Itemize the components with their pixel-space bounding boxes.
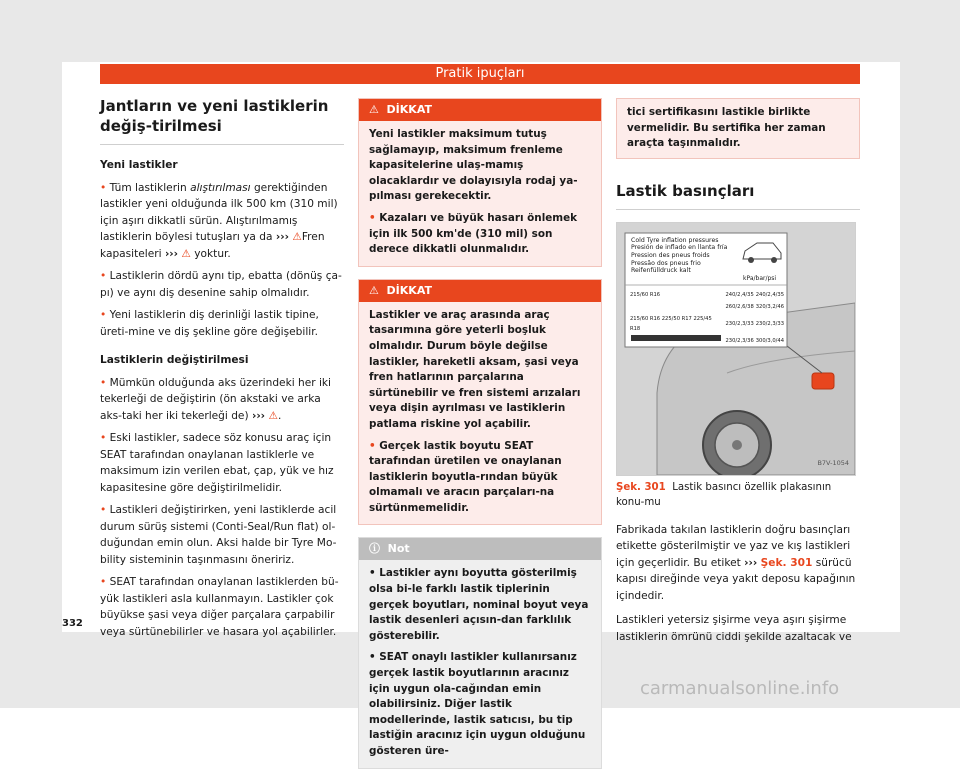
- note-body: [359, 560, 601, 767]
- label-text: Cold Tyre inflation pressures Presión de inflado en llanta fría Pression des pneus froids Pressão dos pneus frio Reifenfülldruck kalt: [631, 236, 728, 275]
- warning-icon: ⚠: [268, 409, 278, 422]
- warning-body: Yeni lastikler maksimum tutuş sağlamayıp, maksimum frenleme kapasitelerine ulaş-mamış olacaklardır ve dolayısıyla rodaj ya-pılması gerekecektir. • Kazaları ve büyük hasarı önlemek için ilk 500 km'de (310 mil) son derece dikkatli olunmalıdır.: [359, 121, 601, 266]
- cross-ref-arrow: ›››: [744, 556, 758, 569]
- bullet-icon: •: [100, 181, 107, 194]
- warning-icon: ⚠: [292, 231, 302, 243]
- warning-body: Lastikler ve araç arasında araç tasarımına göre yeterli boşluk olmalıdır. Durum böyle değilse lastikler, hareketli aksam, şasi veya fren hatlarının parçalarına sürtünebilir ve fren sistemi arızaları veya dişin ayrılması ve lastiklerin patlama riskine yol açabilir. • Gerçek lastik boyutu SEAT tarafından üretilen ve onaylanan lastiklerin boyutla-rından büyük olmamalı ve aracın parçaları-na sürtünmemelidir.: [359, 302, 601, 525]
- list-item: • Mümkün olduğunda aks üzerindeki her iki tekerleği de değiştirin (ön akstaki ve arka aks-taki her iki tekerleği de) ››› ⚠.: [100, 376, 331, 422]
- bullet-icon: •: [369, 651, 376, 664]
- list-item: • Lastikleri değiştirirken, yeni lastiklerde acil durum sürüş sistemi (Conti-Seal/Run flat) ol-duğundan emin olun. Aksi halde bir Tyre Mo-bility sisteminin taşınmasını öneririz.: [100, 504, 337, 566]
- bullet-icon: •: [369, 439, 376, 452]
- bullet-icon: •: [100, 309, 107, 321]
- paragraph: Lastikleri yetersiz şişirme veya aşırı şişirme lastiklerin ömrünü ciddi şekilde azaltacak ve: [616, 614, 852, 643]
- subheading-new-tyres: Yeni lastikler: [100, 159, 178, 171]
- bullet-icon: •: [369, 211, 376, 224]
- list-item: • Tüm lastiklerin alıştırılması gerektiğinden lastikler yeni olduğunda ilk 500 km (310 mil) için aşırı dikkatli sürün. Alıştırılmamış lastiklerin böylesi tutuşları ya da ››› ⚠Fren kapasiteleri ››› ⚠ yoktur.: [100, 181, 338, 260]
- bullet-icon: •: [100, 432, 107, 444]
- cross-ref-arrow: ›››: [275, 231, 289, 243]
- list-item: • Lastiklerin dördü aynı tip, ebatta (dönüş ça-pı) ve aynı diş desenine sahip olmalıdır.: [100, 270, 342, 299]
- subheading-tyre-change: Lastiklerin değiştirilmesi: [100, 354, 249, 366]
- label-unit: kPa/bar/psi: [743, 274, 777, 282]
- warning-icon: ⚠: [369, 283, 379, 297]
- bullet-icon: •: [100, 376, 107, 389]
- warning-header: ⚠ DİKKAT: [359, 280, 601, 302]
- list-item: • Yeni lastiklerin diş derinliği lastik tipine, üreti-mine ve diş şekline göre değişebilir.: [100, 309, 319, 338]
- list-item: • Lastikler aynı boyutta gösterilmiş olsa bi-le farklı lastik tiplerinin gerçek boyutları, nominal boyut veya lastik desenleri açısın-dan farklılık gösterebilir.: [369, 567, 589, 642]
- chapter-header: Pratik ipuçları: [100, 64, 860, 84]
- list-item: • SEAT tarafından onaylanan lastiklerden bü-yük lastikleri asla kullanmayın. Lastikler çok büyükse şasi veya diğer parçalara çarpabilir veya sürtünebilirler ve hasara yol açabilirler.: [100, 576, 339, 638]
- label-table: [629, 289, 785, 347]
- list-item: • SEAT onaylı lastikler kullanırsanız gerçek lastik boyutlarının aracınız için uygun ola-cağından emin olabilirsiniz. Diğer lastik modellerinde, lastik satıcısı, bu tip lastiğin aracınız için uygun olduğunu gösteren üre-: [369, 651, 586, 757]
- figure-code: B7V-1054: [817, 459, 849, 468]
- list-item: • Eski lastikler, sadece söz konusu araç için SEAT tarafından onaylanan lastiklerle ve maksimum izin verilen ebat, çap, yük ve hız kapasitesine göre değiştirilmelidir.: [100, 432, 334, 494]
- figure-caption: Şek. 301 Lastik basıncı özellik plakasının konu-mu: [616, 481, 832, 508]
- note-box: [358, 537, 602, 768]
- column-right: [616, 98, 860, 645]
- table-row: 230/2,3/36 300/3,0/44: [725, 337, 784, 344]
- paragraph: Fabrikada takılan lastiklerin doğru basınçları etikette gösterilmiştir ve yaz ve kış lastikleri için geçerlidir. Bu etiket ››› Şek. 301 sürücü kapısı direğinde veya yakıt deposu kapağının içindedir.: [616, 523, 856, 602]
- list-item: • Gerçek lastik boyutu SEAT tarafından üretilen ve onaylanan lastiklerin boyutla-rından büyük olmamalı ve aracın parçaları-na sürtünmemelidir.: [369, 439, 562, 514]
- figure-tyre-label: [616, 222, 856, 476]
- bullet-icon: •: [369, 567, 376, 580]
- section-title-pressure: Lastik basınçları: [616, 181, 860, 210]
- note-continuation: tici sertifikasını lastikle birlikte vermelidir. Bu sertifika her zaman araçta taşınmalıdır.: [616, 98, 860, 159]
- figure-link[interactable]: Şek. 301: [760, 556, 813, 569]
- warning-box-1: [358, 98, 602, 267]
- cross-ref-arrow: ›››: [251, 409, 266, 422]
- table-row: 260/2,6/38 320/3,2/46: [725, 303, 784, 310]
- note-header: ⓘ Not: [359, 538, 601, 560]
- warning-header: ⚠ DİKKAT: [359, 99, 601, 121]
- warning-icon: ⚠: [181, 247, 191, 260]
- list-item: • Kazaları ve büyük hasarı önlemek için ilk 500 km'de (310 mil) son derece dikkatli olunmalıdır.: [369, 211, 578, 256]
- column-middle: [358, 98, 602, 769]
- page-number: 332: [62, 618, 83, 629]
- watermark: carmanualsonline.info: [640, 678, 840, 699]
- column-left: [100, 96, 344, 640]
- table-row: 215/60 R16 240/2,4/35 240/2,4/35: [630, 291, 784, 298]
- table-row: 215/60 R16 225/50 R17 225/45 R18 230/2,3/33 230/2,3/33: [630, 315, 784, 332]
- warning-icon: ⚠: [369, 103, 379, 116]
- bullet-icon: •: [100, 576, 107, 588]
- warning-box-2: [358, 279, 602, 526]
- cross-ref-arrow: ›››: [164, 247, 179, 260]
- section-title-rims: Jantların ve yeni lastiklerin değiş-tirilmesi: [100, 96, 344, 145]
- info-icon: ⓘ: [369, 542, 380, 556]
- bullet-icon: •: [100, 504, 107, 516]
- bullet-icon: •: [100, 270, 107, 282]
